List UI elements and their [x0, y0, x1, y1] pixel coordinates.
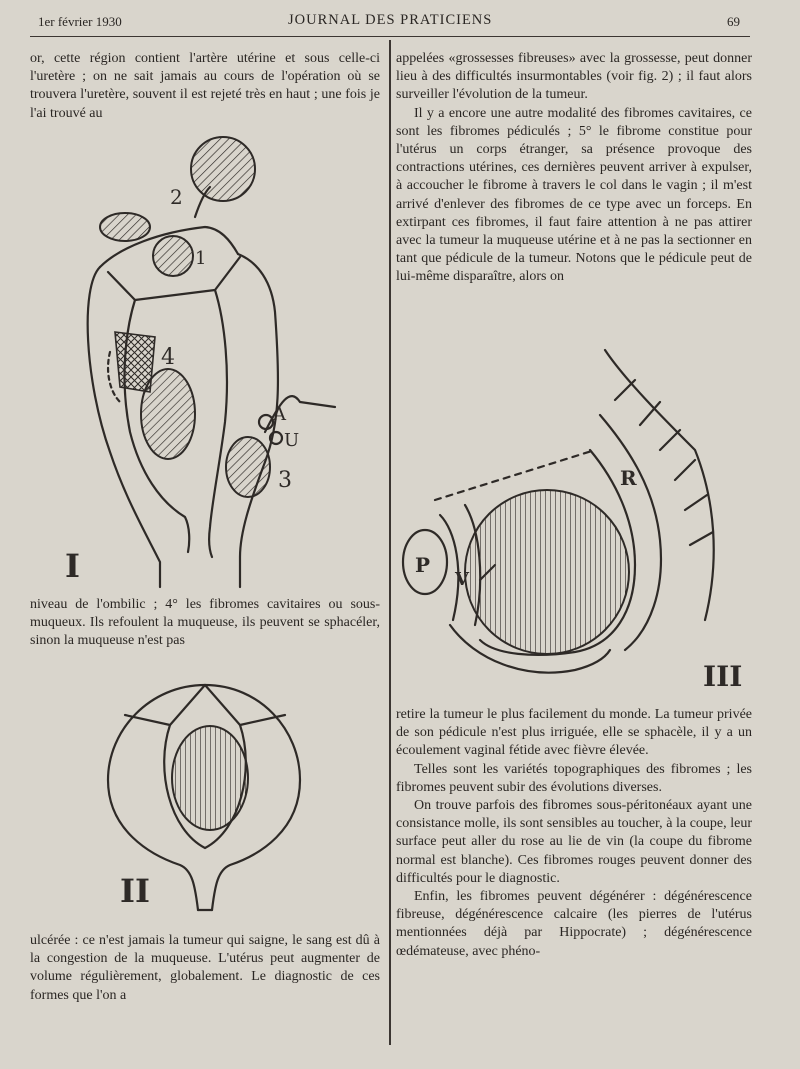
figure-1-uterus-fibromas — [40, 132, 385, 592]
fig1-marker-4: 4 — [161, 345, 175, 370]
fig1-marker-1: 1 — [195, 248, 207, 269]
fig1-marker-3: 3 — [278, 468, 292, 493]
page-number: 69 — [727, 14, 740, 29]
left-text-block-3: ulcérée : ce n'est jamais la tumeur qui saigne, le sang est dû à la congestion de la muqueuse. L'utérus peut augmenter de volume régulièrement, globalement. Le diagnostic de ces formes que l'on a — [30, 933, 380, 1003]
running-header — [38, 10, 738, 32]
figure-3-sagittal-section — [395, 340, 765, 700]
journal-title: JOURNAL DES PRATICIENS — [288, 12, 493, 28]
right-text-block-1: appelées «grossesses fibreuses» avec la grossesse, peut donner lieu à des difficultés insurmontables (voir fig. 2) ; il faut alors surveiller l'évolution de la tumeur. Il y a encore une autre modalité des fibromes cavitaires, ce sont les fibromes pédiculés ; 5° le fibrome constitue pour l'utérus un corps étranger, sa présence provoque des contractions utérines, ces dernières peuvent arriver à expulser, à accoucher le fibrome à travers le col dans le vagin ; il m'est arrivé d'enlever des fibromes de ce type avec un forceps. En extirpant ces fibromes, il faut faire attention à ne pas attirer avec la tumeur la muqueuse utérine et à ne pas la sectionner en tant que pédicule de la tumeur. Notons que le pédicule peut de lui-même disparaître, alors on — [396, 51, 752, 285]
right-text-block-2: retire la tumeur le plus facilement du monde. La tumeur privée de son pédicule n'est plus irriguée, elle se sphacèle, il y a un écoulement vaginal fétide avec fièvre élevée. Telles sont les variétés topographiques des fibromes ; les fibromes peuvent subir des évolutions diverses. On trouve parfois des fibromes sous-péritonéaux ayant une consistance molle, ils sont sensibles au toucher, à la coupe, leur surface peut aller du rose au lie de vin (la coupe du fibrome normal est blanche). Ces fibromes rouges peuvent donner des difficultés pour le diagnostic. Enfin, les fibromes peuvent dégénérer : dégénérescence fibreuse, dégénérescence calcaire (les pierres de l'utérus mentionnées déjà par Hippocrate) ; dégénérescence œdémateuse, avec phéno- — [396, 707, 752, 959]
figure-2-cavitary-fibroma — [100, 670, 310, 920]
fig3-marker-R: R — [620, 466, 637, 490]
left-text-block-1: or, cette région contient l'artère utérine et sous celle-ci l'uretère ; on ne sait jamais au cours de l'opération où se trouvera l'uretère, souvent il est rejeté très en haut ; une fois je l'ai trouvé au — [30, 51, 380, 121]
left-text-block-2: niveau de l'ombilic ; 4° les fibromes cavitaires ou sous-muqueux. Ils refoulent la muqueuse, ils peuvent se sphacéler, sinon la muqueuse n'est pas — [30, 597, 380, 649]
fig3-label: III — [703, 660, 743, 693]
fig3-marker-P: P — [415, 553, 431, 577]
fig1-marker-2: 2 — [170, 185, 183, 209]
fig1-marker-A: A — [273, 404, 286, 425]
column-divider — [389, 40, 391, 1045]
fig2-label: II — [120, 872, 150, 910]
fig1-marker-U: U — [284, 430, 300, 451]
header-rule — [30, 36, 750, 37]
fig3-marker-V: V — [455, 569, 469, 590]
header-date: 1er février 1930 — [38, 14, 122, 29]
fig1-label: I — [65, 547, 80, 585]
